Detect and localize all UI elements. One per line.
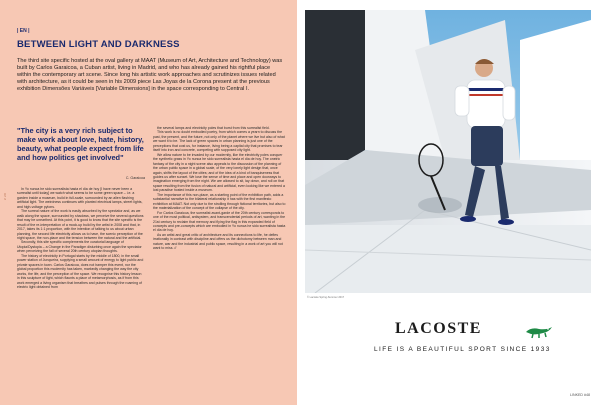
language-tag: | EN | [17,28,30,34]
body-paragraph: The surreal nature of the work is easily absorbed by the spectator and, as we walk along the space, surrounded by shadows, we perceive the several questions that may be unearthed. At this point, it is good to know that the site specific is the result of the re-interpretation of a mock-up build by the artist in 2008 and that, in 2017, takes its 1:1 proportion, with the intention of talking to us about urban planning, the second life electricity allows us to have, the scenic perception of the night space, the non-place and the tension between the natural and the artificial. [17,209,144,240]
brand-logo: LACOSTE [395,320,482,337]
body-paragraph: Secondly, this site specific complements the curatorial language of Utopia/Dystopia – a Change in the Paradigm disturbing once again the spectator when perceiving the fall of several 20th century utopian thoughts. [17,240,142,254]
advertisement-photo [305,10,591,293]
body-column-right [153,126,286,251]
quote-attribution: C. Garaicoa [125,176,145,180]
page-number: LINKED #48 [570,393,590,397]
pull-quote: "The city is a very rich subject to make work about love, hate, history, beauty, what people expect from life and how politics get involved" [17,126,144,162]
article-heading: BETWEEN LIGHT AND DARKNESS [17,39,180,50]
body-paragraph: The importance of this non-place, as a starting point of the exhibition path, adds a substantial narrative to the bilateral relationship it has with the first manifesto exhibition at MAAT. Not only due to the strolling through fictional territories, but also to the materialization of the concept of the collapse of the city. [153,192,286,211]
crocodile-logo-icon [525,322,553,340]
left-page [0,0,297,405]
body-paragraph: For Carlos Garaicoa, the surrealist avant-garde of the 20th century corresponds to one of the most political, antisystem, and transcendental periods of art, wanting in the 21st century to reclaim that memory and flying the flag in this expanded field of concepts and pre-concepts which are embodied in Yo nunca he sido surrealista hasta el día de hoy. [153,210,286,233]
body-paragraph: In Yo nunca he sido surrealista hasta el día de hoy [I have never been a surrealist until today] we watch what seems to be some green space – i.e. a garden inside a museum, build in full-scale, surrounded by an alien flashing artificial light. The weirdness continues with planted electrical lamps, street lights, and high-voltage pylons. [17,187,143,209]
body-paragraph: We allow nature to be invaded by our modernity, like the electricity poles conquer the synthetic grass in Yo nunca he sido surrealista hasta el día de hoy. The oneiric fantasy of the city in a night scene also appeals to the discussion of the planning of the urban public space in a global scale, of the very lonely light design that, once again, shifts the layout of the cities; and of the idea of a kind of banquiseness that guides us after sunset. We lose the sense of time and place and open doorways to imagination emerging from the night. We are allowed to sit, lay down, and roll on that space resulting from the fusion of natural and artificial, even looking like we entered a lost paradise hosted inside a museum. [153,152,285,193]
body-paragraph: The history of electricity in Portugal starts by the middle of 1800, in the small power station of Junqueira, supplying a small amount of energy to light public and private spaces in town. Carlos Garaicoa, does not hamper this event, nor the global proportion this modernity has taken, markedly changing the way the city works, the life, and the perception of the space. We recognise this history lesson in this sculpture of light, which flaunts a place of metamorphosis, as if from this work emerged a living organism that breathes and pulses through the roaming of electric light obtained from [17,253,144,289]
brand-tagline: LIFE IS A BEAUTIFUL SPORT SINCE 1933 [374,346,551,353]
body-paragraph: As an artist and great critic of architecture and its connections to life, he defies irrationally in contrast with discipline and offers us the dichotomy between man and nature, war and the industrial and public space, resulting in a work of art you will not want to miss. // [153,232,283,251]
body-paragraph: This work is no doubt embodied poetry, from which comes a yearn to discuss the past, the present, and the future, not only of the planet where we live but also of what we want it to be. The lack of green spaces in urban planning is just one of the perceptions that cost us, for instance, living being a capital city that promises to tear itself into iron and concrete, competing with supposed city light. [153,130,285,153]
right-page-advertisement [297,0,600,405]
body-paragraph: the several lamps and electricity poles that burst from this surrealist field. [157,126,270,130]
intro-paragraph: The third site specific hosted at the oval gallery at MAAT (Museum of Art, Architecture and Technology) was built by Carlos Garaicoa, a Cuban artist, living in Madrid, and who has already gained his rightful place within the contemporary art scene. Since long his artistic work approaches and scrutinizes issues related with architecture, as it could be seen in his 2009 piece Las Joyas de la Corona present at the previous exhibition Dimensões Variáveis [Variable Dimensions] in the space corresponding to Central I. [17,58,283,93]
photo-caption: © Lacoste Spring-Summer 2017 [307,296,345,299]
body-column-left [17,187,145,289]
page-folio: # 20 [3,192,7,200]
